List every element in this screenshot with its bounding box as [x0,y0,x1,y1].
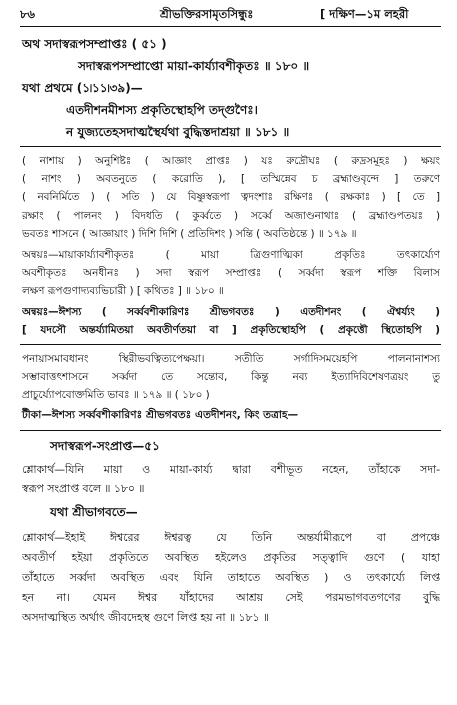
shlokartha-180 [22,460,440,498]
anvaya-line: অন্বয়ঃ—মায়াকার্য্যাবশীকৃতঃ ( মায়া ত্রিগুণাত্মিকা প্রকৃতিঃ তৎকার্য্যেণ [22,249,440,261]
heading-sada-svarupa: অথ সদাস্বরূপসম্প্রাপ্তঃ ( ৫১ ) [22,37,167,51]
section-label: [ দক্ষিণ—১ম লহরী [320,7,409,21]
shlokartha-line: শ্লোকার্থ—ইহাই ঈশ্বরের ঈশ্বরত্ব যে তিনি অন্তর্যামীরূপে বা প্রপঞ্চে [22,531,440,544]
commentary-line: ( নাশায় ) অনুশিষ্টঃ ( আজ্ঞাং প্রাপ্তঃ ) যঃ রুদ্রৌঘঃ ( রুদ্রসমূহঃ ) ক্ষয়ং [22,155,440,167]
divider-2 [20,344,441,345]
anvaya-line: [ যদসৌ অন্তর্য্যামিতয়া অবতীর্ণতয়া বা ] প্রকৃতিস্থোহপি ( প্রকৃত্তৌ স্থিতোহপি ) [22,324,440,337]
book-title: শ্রীভক্তিরসামৃতসিন্ধুঃ [160,7,254,21]
commentary-line: ভবতঃ শাসনে ( আজ্ঞায়াং ) দিশি দিশি ( প্রতিদিশং ) সন্তি ( অবতিষ্ঠন্তে ) ॥ ১৭৯ ॥ [22,227,357,240]
heading-sada-svarupa-bengali: সদাস্বরূপ-সংপ্রাপ্ত—৫১ [50,439,160,453]
header-rule [20,26,441,27]
verse-181a: এতদীশনমীশস্য প্রকৃতিস্থোহপি তদ্গুণৈঃ। [66,103,258,117]
page-number: ৮৬ [20,7,35,21]
commentary-line: পনায়াসমাবধানং স্থিরীভবত্বিত্যপেক্ষয়া। সতীতি সর্গাদিসময়েহপি পালনানাশস্য [22,353,440,365]
anvaya-line: অন্বয়ঃ—ঈশস্য ( সর্ব্ববশীকারিণঃ শ্রীভগবতঃ ) এতদীশনং ( ঐশ্বর্য্যং ) [22,306,440,318]
verse-181b: ন যুজ্যতেহসদাত্মস্থৈর্যথা বুদ্ধিস্তদাশ্রয়া ॥ ১৮১ ॥ [66,125,290,139]
shlokartha-line: অবতীর্ণ হইয়া প্রকৃতিতে অবস্থিত হইলেও প্রকৃতির সত্ত্বাদি গুণে ( যাহা [22,551,440,564]
heading-yatha-bhagavate: যথা শ্রীভাগবতে— [50,505,138,519]
shlokartha-line: স্বরূপ সংপ্রাপ্ত বলে ॥ ১৮০ ॥ [22,482,145,495]
commentary-line: রক্ষাং ( পালনং ) বিদধতি ( কুর্ব্বতে ) সর্ব্বে অজাণ্ডনাথাঃ ( ব্রহ্মাণ্ডপতয়ঃ ) [22,209,440,222]
commentary-line: ( নবনির্মিতে ) ( সতি ) যে বিষ্ণুস্বরূপা ত্বদংশাঃ রক্ষিণঃ ( রক্ষকাঃ ) [ তে ] [22,191,440,204]
shlokartha-line: অসদাত্মস্থিত অর্থাৎ জীবদেহস্থ গুণে লিপ্ত হয় না ॥ ১৮১ ॥ [22,611,270,624]
commentary-179 [22,152,440,243]
divider-3 [20,430,441,431]
anvaya-line: অবশীকৃতঃ অনধীনঃ ) সদা স্বরূপ সম্প্রাপ্তঃ ( সর্ব্বদা স্বরূপ শক্তি বিলাস [22,267,440,280]
commentary-line: সম্ভাবাত্তৎশাসনে সর্ব্বদা তে সন্তোব, কিন্তু নব্য ইত্যাদিবিশেষণত্রয়ং তু [22,371,440,384]
commentary-sanskrit [22,350,440,405]
divider-1 [20,146,441,147]
anvaya-180 [22,246,440,301]
shlokartha-181 [22,528,440,628]
shlokartha-line: শ্লোকার্থ—যিনি মায়া ও মায়া-কার্য্য দ্বারা বশীভূত নহেন, তাঁহাকে সদা- [22,463,440,476]
tika-line: টীকা—ঈশস্য সর্ব্ববশীকারিণঃ শ্রীভগবতঃ এতদীশনং, কিং তত্রাহ— [22,409,299,421]
shlokartha-line: তাঁহাতে সর্ব্বদা অবস্থিত এবং যিনি তাহাতে অবস্থিত ) ও তৎকার্য্যে লিপ্ত [22,571,440,584]
commentary-line: প্রাচুর্য্যোপবোক্তমিতি ভাবঃ ॥ ১৭৯ ॥ ( ১৮০ ) [22,389,210,402]
commentary-line: ( নাশং ) অবতনুতে ( করোতি ), [ তস্মিন্নেব চ ব্রহ্মাণ্ডবৃন্দে ] তরুণে [22,173,440,186]
heading-yatha-prathame: যথা প্রথমে (১৷১১৷৩৯)— [22,81,143,95]
shlokartha-line: হন না। যেমন ঈশ্বর যাঁহাদের আশ্রয় সেই পরমভাগবতগণের বুদ্ধি [22,591,440,604]
anvaya-line: লক্ষণ রূপগুণাদ্যব্যভিচারী ) [ কথিতঃ ] ॥ ১৮০ ॥ [22,285,224,298]
anvaya-181 [22,303,440,339]
verse-180: সদাস্বরূপসম্প্রাপ্তো মায়া-কার্য্যাবশীকৃতঃ ॥ ১৮০ ॥ [78,59,310,73]
